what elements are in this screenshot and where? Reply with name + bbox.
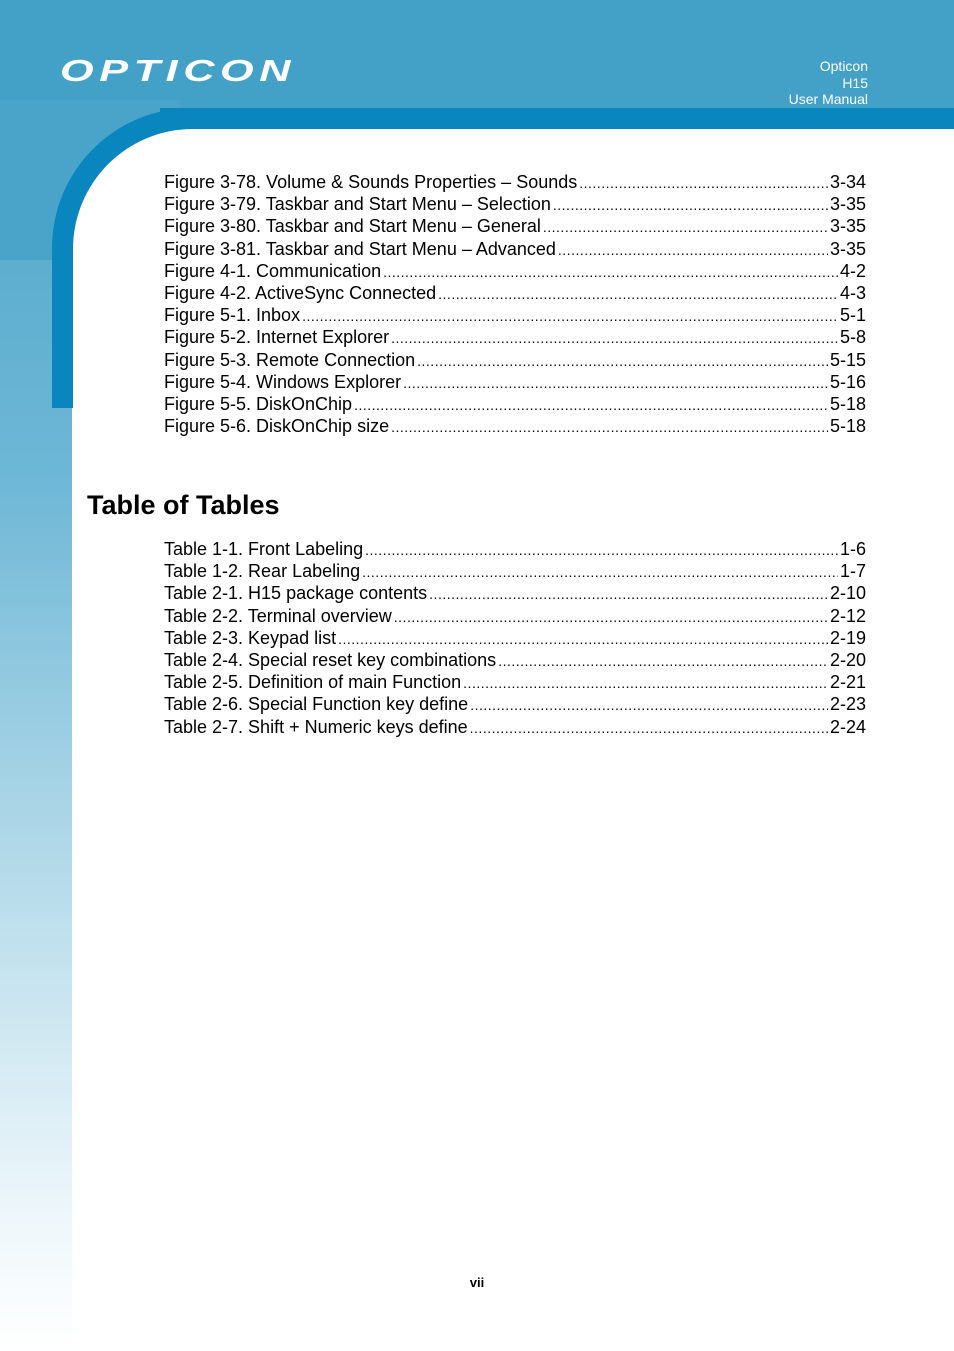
toc-entry-page: 5-18 (829, 393, 866, 414)
toc-dot-leader (470, 720, 828, 736)
toc-dot-leader (394, 609, 828, 625)
toc-dot-leader (553, 197, 828, 213)
toc-dot-leader (362, 564, 838, 580)
toc-dot-leader (403, 375, 828, 391)
toc-entry-page: 5-15 (829, 349, 866, 370)
toc-entry-page: 2-20 (829, 649, 866, 670)
toc-entry-title: Table 2-1. H15 package contents (164, 583, 428, 604)
toc-entry-title: Table 2-4. Special reset key combinations (164, 649, 497, 670)
toc-entry-page: 4-3 (839, 282, 866, 303)
table-entry[interactable] (164, 694, 866, 716)
table-entry[interactable] (164, 583, 866, 605)
toc-dot-leader (417, 353, 828, 369)
toc-entry-page: 2-24 (829, 716, 866, 737)
figure-entry[interactable] (164, 194, 866, 216)
toc-entry-title: Table 2-5. Definition of main Function (164, 672, 462, 693)
figure-entry[interactable] (164, 305, 866, 327)
toc-entry-title: Figure 5-5. DiskOnChip (164, 393, 353, 414)
header-model: H15 (842, 74, 868, 91)
figure-entry[interactable] (164, 416, 866, 438)
toc-dot-leader (438, 286, 838, 302)
page-number: vii (469, 1275, 485, 1290)
toc-entry-page: 3-35 (829, 238, 866, 259)
table-entry[interactable] (164, 561, 866, 583)
header-strip (160, 108, 954, 129)
toc-dot-leader (391, 419, 828, 435)
toc-entry-title: Figure 3-81. Taskbar and Start Menu – Advanced (164, 238, 556, 259)
toc-entry-title: Table 1-1. Front Labeling (164, 539, 364, 559)
toc-entry-title: Figure 4-2. ActiveSync Connected (164, 282, 437, 303)
toc-dot-leader (354, 397, 828, 413)
figures-list (164, 172, 866, 438)
toc-entry-page: 3-35 (829, 194, 866, 215)
table-entry[interactable] (164, 628, 866, 650)
toc-dot-leader (579, 175, 828, 191)
figure-entry[interactable] (164, 283, 866, 305)
toc-entry-title: Table 2-6. Special Function key define (164, 694, 469, 715)
toc-entry-title: Figure 3-80. Taskbar and Start Menu – General (164, 216, 541, 237)
toc-entry-title: Figure 5-2. Internet Explorer (164, 327, 390, 348)
toc-dot-leader (302, 308, 838, 324)
toc-dot-leader (391, 330, 838, 346)
toc-entry-page: 5-8 (839, 327, 866, 348)
toc-entry-title: Figure 5-4. Windows Explorer (164, 371, 402, 392)
toc-entry-page: 3-34 (829, 172, 866, 192)
toc-dot-leader (543, 219, 828, 235)
figure-entry[interactable] (164, 216, 866, 238)
header-doc-type: User Manual (788, 91, 868, 107)
toc-entry-page: 2-23 (829, 694, 866, 715)
opticon-logo (60, 53, 300, 89)
toc-entry-title: Table 1-2. Rear Labeling (164, 561, 361, 582)
toc-entry-page: 5-16 (829, 371, 866, 392)
toc-dot-leader (463, 675, 828, 691)
toc-entry-title: Figure 3-79. Taskbar and Start Menu – Selection (164, 194, 551, 215)
toc-entry-page: 4-2 (839, 260, 866, 281)
toc-entry-page: 1-6 (839, 539, 866, 559)
toc-entry-title: Figure 5-6. DiskOnChip size (164, 416, 390, 437)
toc-entry-title: Table 2-2. Terminal overview (164, 605, 392, 626)
toc-dot-leader (470, 697, 828, 713)
toc-entry-title: Table 2-7. Shift + Numeric keys define (164, 716, 468, 737)
toc-entry-title: Figure 5-3. Remote Connection (164, 349, 416, 370)
toc-dot-leader (498, 653, 828, 669)
toc-dot-leader (338, 631, 828, 647)
table-entry[interactable] (164, 606, 866, 628)
header-company: Opticon (819, 58, 868, 74)
toc-dot-leader (558, 242, 828, 258)
figure-entry[interactable] (164, 372, 866, 394)
toc-entry-page: 5-18 (829, 416, 866, 437)
figure-entry[interactable] (164, 239, 866, 261)
toc-dot-leader (429, 586, 828, 602)
figure-entry[interactable] (164, 327, 866, 349)
toc-entry-page: 2-19 (829, 627, 866, 648)
toc-entry-page: 2-10 (829, 583, 866, 604)
logo-text: OPTICON (60, 53, 296, 88)
figure-entry[interactable] (164, 172, 866, 194)
toc-entry-title: Table 2-3. Keypad list (164, 627, 337, 648)
toc-entry-page: 2-12 (829, 605, 866, 626)
table-entry[interactable] (164, 717, 866, 739)
figure-entry[interactable] (164, 350, 866, 372)
toc-entry-page: 1-7 (839, 561, 866, 582)
toc-entry-title: Figure 4-1. Communication (164, 260, 382, 281)
table-entry[interactable] (164, 650, 866, 672)
table-entry[interactable] (164, 539, 866, 561)
figure-entry[interactable] (164, 394, 866, 416)
tables-list (164, 539, 866, 739)
table-entry[interactable] (164, 672, 866, 694)
toc-entry-page: 2-21 (829, 672, 866, 693)
toc-entry-title: Figure 5-1. Inbox (164, 305, 301, 326)
section-heading: Table of Tables (87, 490, 280, 520)
toc-dot-leader (383, 264, 838, 280)
toc-entry-title: Figure 3-78. Volume & Sounds Properties – Sounds (164, 172, 578, 192)
header-document-info (789, 58, 868, 108)
toc-dot-leader (365, 542, 838, 558)
toc-entry-page: 3-35 (829, 216, 866, 237)
figure-entry[interactable] (164, 261, 866, 283)
toc-entry-page: 5-1 (839, 305, 866, 326)
